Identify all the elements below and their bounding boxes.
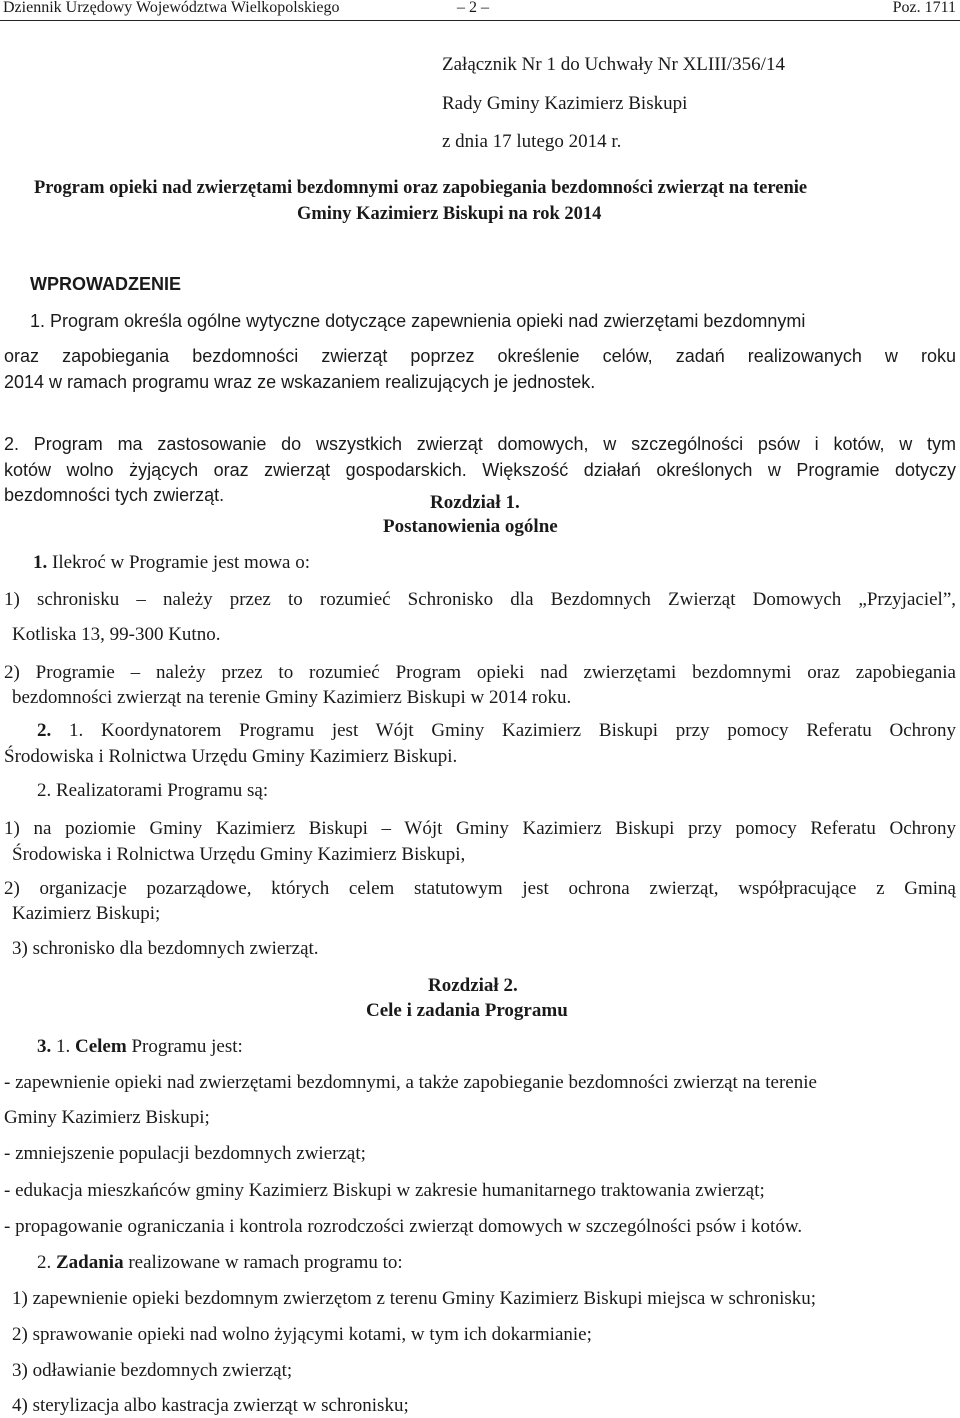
document-title-line-2: Gminy Kazimierz Biskupi na rok 2014 [297, 204, 602, 224]
goal-4: - propagowanie ograniczania i kontrola rozrodczości zwierząt domowych w szczególności psów i kotów. [4, 1216, 803, 1237]
intro-p2-line-1: 2. Program ma zastosowanie do wszystkich zwierząt domowych, w szczególności psów i kotów, w tym [4, 434, 956, 454]
tasks-text: realizowane w ramach programu to: [123, 1252, 403, 1273]
implementers-intro: 2. Realizatorami Programu są: [37, 780, 269, 801]
header-rule [0, 20, 960, 21]
section-3-text: Programu jest: [126, 1036, 243, 1057]
chapter-2-number: Rozdział 2. [428, 975, 518, 996]
definition-1-line-1: 1) schronisku – należy przez to rozumieć Schronisko dla Bezdomnych Zwierząt Domowych „Przyjaciel”, [4, 589, 956, 610]
implementer-2-line-2: Kazimierz Biskupi; [12, 903, 161, 924]
definition-1-line-2: Kotliska 13, 99-300 Kutno. [12, 624, 221, 645]
chapter-1-title: Postanowienia ogólne [383, 516, 558, 537]
intro-p1-line-3: 2014 w ramach programu wraz ze wskazaniem realizujących je jednostek. [4, 372, 596, 392]
page-header [0, 0, 960, 19]
section-1-text: Ilekroć w Programie jest mowa o: [47, 552, 311, 573]
section-3-number: 3. [37, 1036, 52, 1057]
attachment-line-2: Rady Gminy Kazimierz Biskupi [442, 93, 688, 114]
intro-p2-line-3: bezdomności tych zwierząt. [4, 485, 225, 505]
document-title-line-1: Program opieki nad zwierzętami bezdomnymi oraz zapobiegania bezdomności zwierząt na terenie [34, 178, 808, 198]
definition-2-line-1: 2) Programie – należy przez to rozumieć Program opieki nad zwierzętami bezdomnymi oraz zapobiegania [4, 662, 956, 683]
intro-p1-line-2: oraz zapobiegania bezdomności zwierząt poprzez określenie celów, zadań realizowanych w roku [4, 346, 956, 366]
position-number: Poz. 1711 [892, 0, 956, 16]
implementer-1-line-1: 1) na poziomie Gminy Kazimierz Biskupi – Wójt Gminy Kazimierz Biskupi przy pomocy Referatu Ochrony [4, 818, 956, 839]
section-2-text: 1. Koordynatorem Programu jest Wójt Gminy Kazimierz Biskupi przy pomocy Referatu Ochrony [51, 720, 956, 741]
goal-1-line-1: - zapewnienie opieki nad zwierzętami bezdomnymi, a także zapobieganie bezdomności zwierząt na terenie [4, 1072, 817, 1093]
section-3-intro [37, 1036, 243, 1058]
tasks-intro [37, 1252, 403, 1274]
page-number: – 2 – [457, 0, 489, 16]
task-3: 3) odławianie bezdomnych zwierząt; [12, 1360, 293, 1381]
goal-1-line-2: Gminy Kazimierz Biskupi; [4, 1107, 210, 1128]
intro-p2-line-2: kotów wolno żyjących oraz zwierząt gospodarskich. Większość działań określonych w Programie dotyczy [4, 460, 956, 480]
tasks-word: Zadania [56, 1252, 124, 1273]
chapter-2-title: Cele i zadania Programu [366, 1000, 568, 1021]
task-4: 4) sterylizacja albo kastracja zwierząt w schronisku; [12, 1395, 409, 1416]
section-1-number: 1. [33, 552, 48, 573]
section-2-number: 2. [37, 720, 52, 741]
task-1: 1) zapewnienie opieki bezdomnym zwierzętom z terenu Gminy Kazimierz Biskupi miejsca w schronisku; [12, 1288, 817, 1309]
chapter-1-number: Rozdział 1. [430, 492, 520, 513]
goal-3: - edukacja mieszkańców gminy Kazimierz Biskupi w zakresie humanitarnego traktowania zwierząt; [4, 1180, 765, 1201]
attachment-line-3: z dnia 17 lutego 2014 r. [442, 131, 622, 152]
section-3-goal-word: Celem [75, 1036, 127, 1057]
implementer-2-line-1: 2) organizacje pozarządowe, których celem statutowym jest ochrona zwierząt, współpracujące z Gminą [4, 878, 956, 899]
implementer-1-line-2: Środowiska i Rolnictwa Urzędu Gminy Kazimierz Biskupi, [12, 844, 466, 865]
section-2-line-2: Środowiska i Rolnictwa Urzędu Gminy Kazimierz Biskupi. [4, 746, 458, 767]
definition-2-line-2: bezdomności zwierząt na terenie Gminy Kazimierz Biskupi w 2014 roku. [12, 687, 572, 708]
section-2-line-1 [37, 720, 956, 742]
tasks-para-number: 2. [37, 1252, 56, 1273]
task-2: 2) sprawowanie opieki nad wolno żyjącymi kotami, w tym ich dokarmianie; [12, 1324, 592, 1345]
attachment-line-1: Załącznik Nr 1 do Uchwały Nr XLIII/356/14 [442, 54, 785, 75]
intro-heading: WPROWADZENIE [30, 274, 181, 294]
goal-2: - zmniejszenie populacji bezdomnych zwierząt; [4, 1143, 366, 1164]
intro-p1-line-1: 1. Program określa ogólne wytyczne dotyczące zapewnienia opieki nad zwierzętami bezdomnymi [30, 311, 806, 331]
section-3-para: 1. [51, 1036, 75, 1057]
journal-name: Dziennik Urzędowy Województwa Wielkopolskiego [3, 0, 340, 16]
implementer-3: 3) schronisko dla bezdomnych zwierząt. [12, 938, 319, 959]
section-1-intro [33, 552, 310, 574]
